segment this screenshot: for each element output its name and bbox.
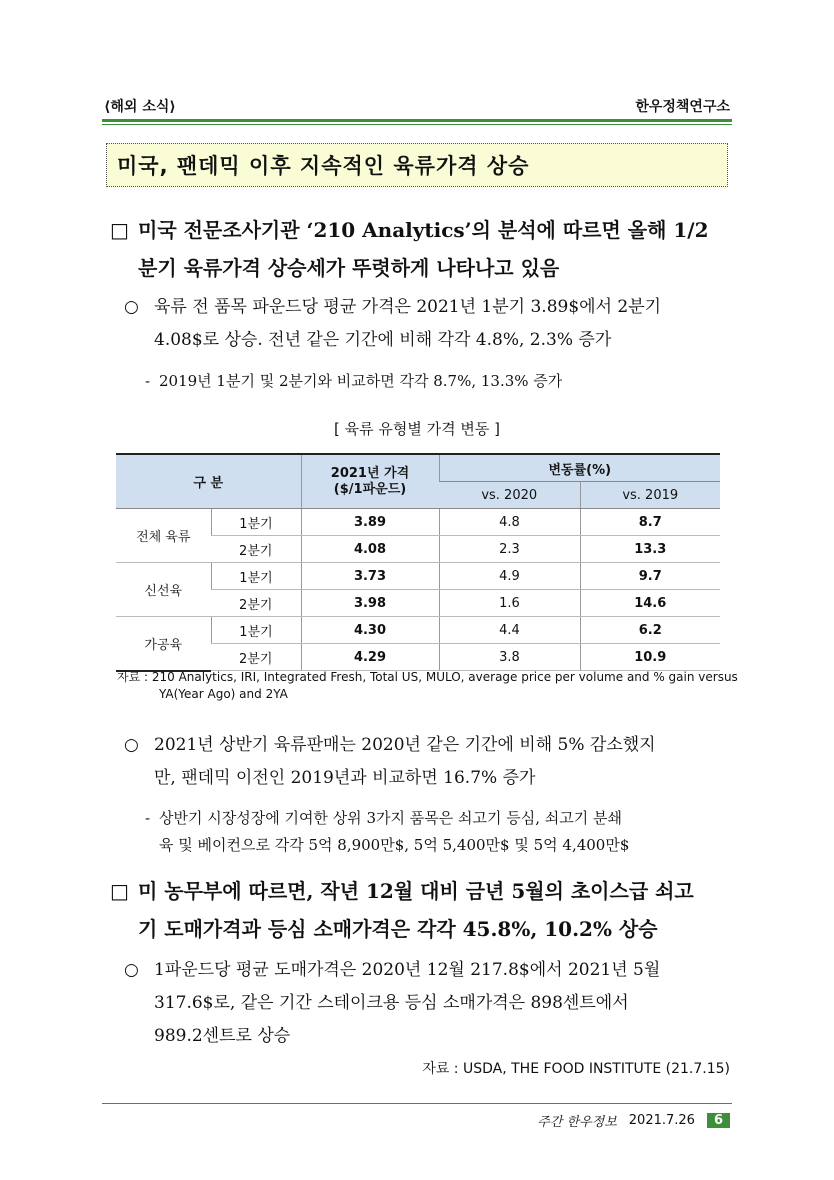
circle-bullet-icon: ○ [124, 297, 139, 317]
article-title [106, 143, 728, 187]
heading-line: 미 농무부에 따르면, 작년 12월 대비 금년 5월의 초이스급 쇠고 [138, 879, 694, 903]
dash-item-1 [145, 368, 735, 394]
row-vs2019: 10.9 [580, 644, 720, 671]
table-header-price-unit: ($/1파운드) [333, 481, 407, 497]
organization-name: 한우정책연구소 [635, 99, 730, 115]
circle-bullet-icon: ○ [124, 735, 139, 755]
dash-line: 육 및 베이컨으로 각각 5억 8,900만$, 5억 5,400만$ 및 5억 4,400만$ [159, 836, 630, 854]
price-change-table [116, 453, 720, 672]
article-title-text: 미국, 팬데믹 이후 지속적인 육류가격 상승 [117, 154, 530, 178]
dash-line: 2019년 1분기 및 2분기와 비교하면 각각 8.7%, 13.3% 증가 [159, 372, 563, 390]
table-source [117, 669, 737, 703]
dash-item-2 [145, 805, 737, 859]
row-vs2020: 2.3 [439, 536, 580, 563]
row-quarter: 2분기 [211, 536, 301, 563]
bullet-item-2 [124, 729, 736, 795]
row-quarter: 1분기 [211, 617, 301, 644]
article-source: 자료 : USDA, THE FOOD INSTITUTE (21.7.15) [422, 1061, 730, 1077]
section-heading-1 [110, 211, 735, 287]
row-price: 3.73 [301, 563, 439, 590]
bullet-line: 989.2센트로 상승 [154, 1026, 291, 1046]
header-divider [102, 119, 732, 122]
row-price: 3.98 [301, 590, 439, 617]
checkbox-square-icon: □ [110, 218, 129, 242]
row-vs2019: 9.7 [580, 563, 720, 590]
row-price: 4.08 [301, 536, 439, 563]
footer-publication: 주간 한우정보 [537, 1115, 617, 1130]
heading-line: 미국 전문조사기관 ‘210 Analytics’의 분석에 따르면 올해 1/2 [138, 218, 709, 242]
dash-marker: - [145, 809, 151, 827]
row-price: 3.89 [301, 509, 439, 536]
footer-divider [102, 1103, 732, 1104]
bullet-item-1 [124, 291, 736, 357]
dash-marker: - [145, 372, 151, 390]
bullet-line: 2021년 상반기 육류판매는 2020년 같은 기간에 비해 5% 감소했지 [154, 735, 656, 755]
bullet-item-3 [124, 954, 736, 1053]
dash-line: 상반기 시장성장에 기여한 상위 3가지 품목은 쇠고기 등심, 쇠고기 분쇄 [159, 809, 622, 827]
row-quarter: 1분기 [211, 509, 301, 536]
footer [537, 1111, 730, 1130]
bullet-line: 317.6$로, 같은 기간 스테이크용 등심 소매가격은 898센트에서 [154, 993, 629, 1013]
footer-date: 2021.7.26 [628, 1113, 695, 1128]
section-heading-2 [110, 872, 735, 948]
row-vs2020: 4.8 [439, 509, 580, 536]
circle-bullet-icon: ○ [124, 960, 139, 980]
row-vs2019: 13.3 [580, 536, 720, 563]
bullet-line: 4.08$로 상승. 전년 같은 기간에 비해 각각 4.8%, 2.3% 증가 [154, 330, 612, 350]
row-quarter: 1분기 [211, 563, 301, 590]
row-vs2020: 1.6 [439, 590, 580, 617]
row-group: 신선육 [116, 563, 211, 617]
row-price: 4.29 [301, 644, 439, 671]
row-vs2020: 3.8 [439, 644, 580, 671]
row-vs2019: 6.2 [580, 617, 720, 644]
row-quarter: 2분기 [211, 590, 301, 617]
row-group: 가공육 [116, 617, 211, 671]
table-row [116, 563, 720, 590]
table-header-price-label: 2021년 가격 [330, 465, 410, 481]
table-source-line: YA(Year Ago) and 2YA [159, 687, 288, 701]
table-row [116, 617, 720, 644]
bullet-line: 1파운드당 평균 도매가격은 2020년 12월 217.8$에서 2021년 5월 [154, 960, 661, 980]
table-caption: [ 육류 유형별 가격 변동 ] [334, 420, 500, 438]
header-divider-thin [102, 124, 732, 125]
row-vs2020: 4.4 [439, 617, 580, 644]
row-vs2019: 14.6 [580, 590, 720, 617]
table-header-vs2019: vs. 2019 [580, 482, 720, 509]
row-quarter: 2분기 [211, 644, 301, 671]
checkbox-square-icon: □ [110, 879, 129, 903]
table-row [116, 509, 720, 536]
row-price: 4.30 [301, 617, 439, 644]
table-header-change: 변동률(%) [439, 454, 720, 482]
heading-line: 기 도매가격과 등심 소매가격은 각각 45.8%, 10.2% 상승 [138, 917, 658, 941]
table-source-line: 자료 : 210 Analytics, IRI, Integrated Fresh, Total US, MULO, average price per volume and % gain versus [117, 670, 738, 684]
page-number: 6 [707, 1113, 730, 1128]
table-header-price [301, 454, 439, 509]
table-header-category: 구 분 [116, 454, 301, 509]
section-label: ⟨해외 소식⟩ [104, 99, 176, 115]
bullet-line: 육류 전 품목 파운드당 평균 가격은 2021년 1분기 3.89$에서 2분기 [154, 297, 662, 317]
bullet-line: 만, 팬데믹 이전인 2019년과 비교하면 16.7% 증가 [154, 768, 536, 788]
table-header-vs2020: vs. 2020 [439, 482, 580, 509]
row-vs2020: 4.9 [439, 563, 580, 590]
row-group: 전체 육류 [116, 509, 211, 563]
heading-line: 분기 육류가격 상승세가 뚜렷하게 나타나고 있음 [138, 256, 560, 280]
row-vs2019: 8.7 [580, 509, 720, 536]
